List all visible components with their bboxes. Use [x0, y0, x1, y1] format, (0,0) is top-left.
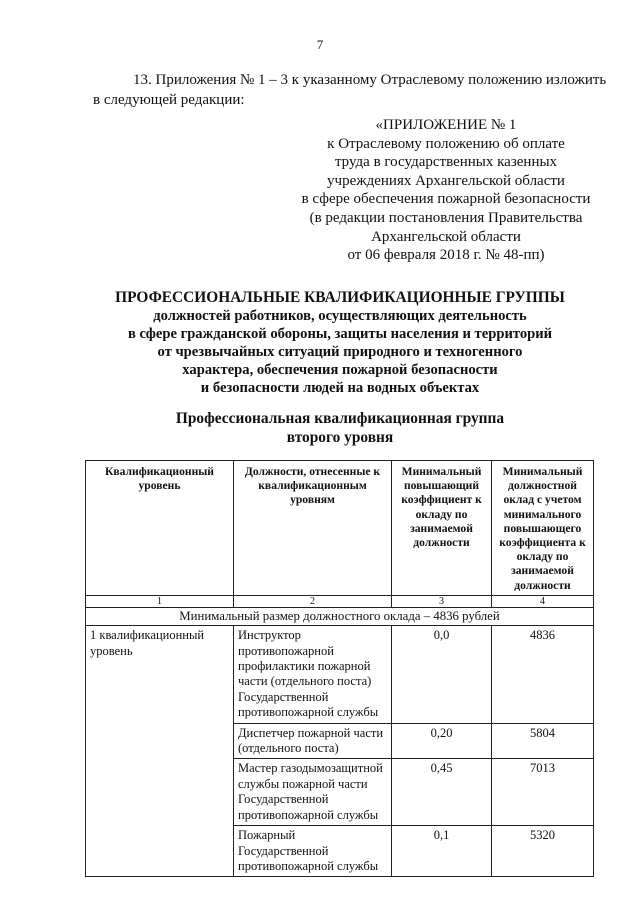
appendix-line: от 06 февраля 2018 г. № 48-пп) — [347, 247, 545, 264]
salary-cell: 4836 — [492, 626, 594, 723]
appendix-caption — [296, 116, 596, 265]
qualification-table — [85, 460, 594, 877]
paragraph-line-1: 13. Приложения № 1 – 3 к указанному Отраслевому положению изложить — [133, 72, 607, 88]
column-number: 3 — [392, 595, 492, 607]
salary-cell: 7013 — [492, 759, 594, 826]
page-number: 7 — [316, 37, 324, 52]
appendix-line: Архангельской области — [371, 228, 521, 245]
min-salary-row — [86, 607, 594, 625]
coefficient-cell: 0,45 — [392, 759, 492, 826]
heading-line: должностей работников, осуществляющих деятельность — [153, 308, 527, 324]
header-positions: Должности, отнесенные к квалификационным уровням — [234, 461, 392, 596]
qualification-level-cell: 1 квалификационный уровень — [86, 626, 234, 877]
min-salary-text: Минимальный размер должностного оклада – 4836 рублей — [86, 607, 594, 625]
document-heading — [60, 289, 620, 397]
heading-line: от чрезвычайных ситуаций природного и техногенного — [157, 344, 523, 360]
coefficient-cell: 0,0 — [392, 626, 492, 723]
amendment-paragraph — [93, 70, 613, 110]
column-number: 2 — [234, 595, 392, 607]
subheading-line-2: второго уровня — [286, 429, 394, 446]
header-salary: Минимальный должностной оклад с учетом минимального повышающего коэффициента к окладу по занимаемой должности — [492, 461, 594, 596]
column-number: 4 — [492, 595, 594, 607]
heading-title: ПРОФЕССИОНАЛЬНЫЕ КВАЛИФИКАЦИОННЫЕ ГРУППЫ — [115, 289, 565, 306]
salary-cell: 5320 — [492, 826, 594, 877]
appendix-line: в сфере обеспечения пожарной безопасности — [301, 191, 591, 208]
header-coefficient: Минимальный повышающий коэффициент к окладу по занимаемой должности — [392, 461, 492, 596]
heading-line: и безопасности людей на водных объектах — [200, 380, 480, 396]
section-subheading — [60, 409, 620, 447]
position-cell: Диспетчер пожарной части (отдельного поста) — [234, 723, 392, 759]
subheading-line-1: Профессиональная квалификационная группа — [175, 410, 505, 427]
position-cell: Мастер газодымозащитной службы пожарной части Государственной противопожарной службы — [234, 759, 392, 826]
coefficient-cell: 0,1 — [392, 826, 492, 877]
table-header-row — [86, 461, 594, 596]
salary-cell: 5804 — [492, 723, 594, 759]
heading-line: в сфере гражданской обороны, защиты населения и территорий — [127, 326, 553, 342]
column-number: 1 — [86, 595, 234, 607]
coefficient-cell: 0,20 — [392, 723, 492, 759]
paragraph-line-2: в следующей редакции: — [93, 92, 245, 108]
appendix-line: труда в государственных казенных — [334, 154, 558, 171]
table-row — [86, 626, 594, 723]
heading-line: характера, обеспечения пожарной безопасности — [182, 362, 498, 378]
appendix-line: учреждениях Архангельской области — [327, 172, 565, 189]
column-number-row — [86, 595, 594, 607]
position-cell: Пожарный Государственной противопожарной службы — [234, 826, 392, 877]
appendix-line: к Отраслевому положению об оплате — [327, 135, 565, 152]
position-cell: Инструктор противопожарной профилактики пожарной части (отдельного поста) Государственной противопожарной службы — [234, 626, 392, 723]
header-qualification-level: Квалификационный уровень — [86, 461, 234, 596]
appendix-line: (в редакции постановления Правительства — [309, 209, 583, 226]
appendix-line: «ПРИЛОЖЕНИЕ № 1 — [375, 117, 517, 133]
